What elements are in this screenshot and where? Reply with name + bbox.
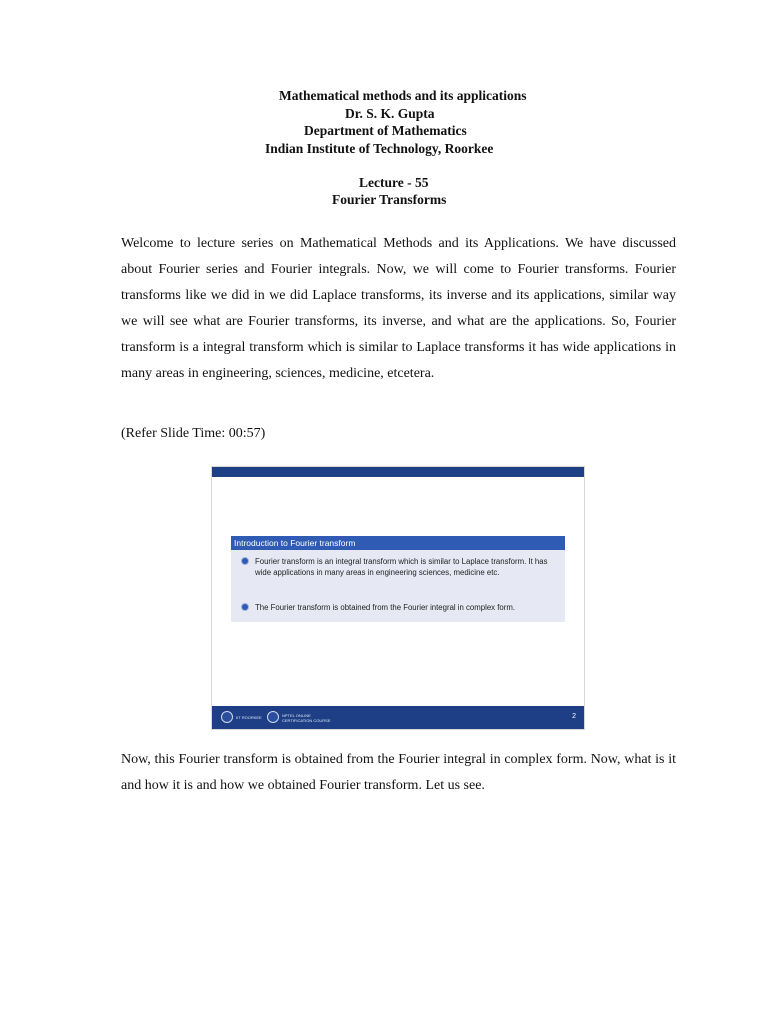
lecture-slide [212, 467, 584, 729]
slide-page-number: 2 [572, 713, 576, 720]
slide-bullet-text: Fourier transform is an integral transform which is similar to Laplace transform. It has wide applications in many areas in engineering sciences, medicine etc. [255, 557, 548, 577]
slide-bullet-item [242, 556, 560, 578]
nptel-label-line1: NPTEL ONLINE [282, 713, 311, 718]
department-name: Department of Mathematics [304, 123, 467, 138]
lecture-topic: Fourier Transforms [332, 192, 447, 207]
course-title: Mathematical methods and its applications [279, 88, 527, 103]
iit-roorkee-label: IIT ROORKEE [236, 715, 262, 720]
institute-name: Indian Institute of Technology, Roorkee [265, 141, 494, 156]
bullet-icon [242, 558, 248, 564]
slide-bullet-item [242, 602, 560, 613]
nptel-label-line2: CERTIFICATION COURSE [282, 718, 331, 723]
slide-footer-bar [212, 706, 584, 729]
refer-slide-time: (Refer Slide Time: 00:57) [121, 426, 266, 441]
closing-paragraph: Now, this Fourier transform is obtained from the Fourier integral in complex form. Now, what is it and how it is and how we obtained Fourier transform. Let us see. [121, 752, 676, 793]
slide-top-bar [212, 467, 584, 477]
iit-roorkee-logo-icon [221, 711, 233, 723]
slide-bullet-text: The Fourier transform is obtained from the Fourier integral in complex form. [255, 603, 515, 612]
slide-box-title: Introduction to Fourier transform [231, 536, 565, 550]
lecture-number: Lecture - 55 [359, 175, 429, 190]
author-name: Dr. S. K. Gupta [345, 106, 435, 121]
nptel-logo-icon [267, 711, 279, 723]
bullet-icon [242, 604, 248, 610]
slide-content-box [231, 536, 565, 622]
intro-paragraph: Welcome to lecture series on Mathematical Methods and its Applications. We have discussed about Fourier series and Fourier integrals. Now, we will come to Fourier transforms. Fourier transforms like we did in we did Laplace transforms, its inverse and its applications, similar way we will see what are Fourier transforms, its inverse, and what are the applications. So, Fourier transform is a integral transform which is similar to Laplace transforms it has wide applications in many areas in engineering, sciences, medicine, etcetera. [121, 236, 676, 381]
